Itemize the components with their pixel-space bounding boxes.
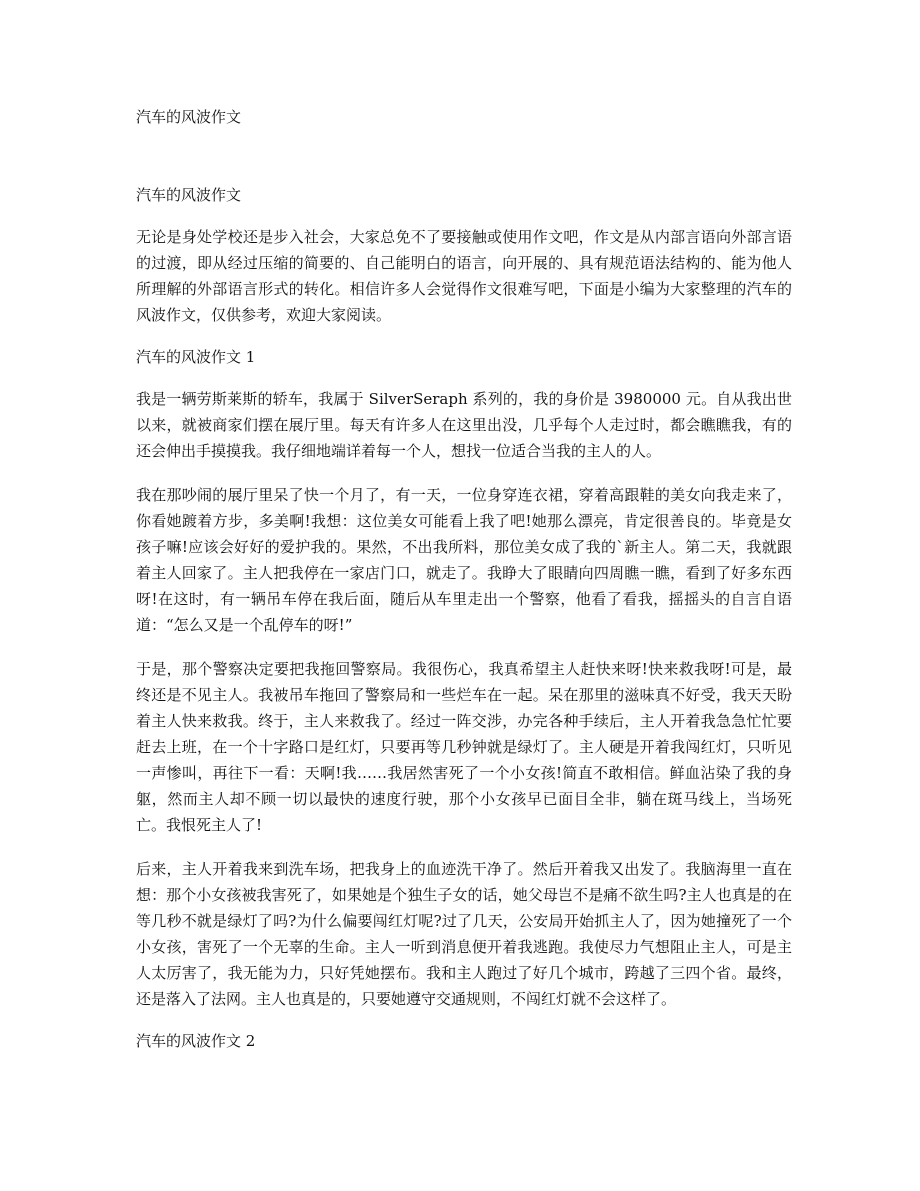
intro-paragraph: 无论是身处学校还是步入社会，大家总免不了要接触或使用作文吧，作文是从内部言语向外部言语的过渡，即从经过压缩的简要的、自己能明白的语言，向开展的、具有规范语法结构的、能为他人所理解的外部语言形式的转化。相信许多人会觉得作文很难写吧，下面是小编为大家整理的汽车的风波作文，仅供参考，欢迎大家阅读。	[136, 228, 792, 324]
essay-1-heading: 汽车的风波作文 1	[136, 348, 256, 366]
document-title: 汽车的风波作文	[136, 108, 242, 126]
document-body	[136, 184, 792, 1070]
essay-1-paragraph-4: 后来，主人开着我来到洗车场，把我身上的血迹洗干净了。然后开着我又出发了。我脑海里一直在想：那个小女孩被我害死了，如果她是个独生子女的话，她父母岂不是痛不欲生吗?主人也真是的在等几秒不就是绿灯了吗?为什么偏要闯红灯呢?过了几天，公安局开始抓主人了，因为她撞死了一个小女孩，害死了一个无辜的生命。主人一听到消息便开着我逃跑。我使尽力气想阻止主人，可是主人太厉害了，我无能为力，只好凭她摆布。我和主人跑过了好几个城市，跨越了三四个省。最终，还是落入了法网。主人也真是的，只要她遵守交通规则，不闯红灯就不会这样了。	[136, 860, 792, 1008]
essay-1-paragraph-3: 于是，那个警察决定要把我拖回警察局。我很伤心，我真希望主人赶快来呀!快来救我呀!可是，最终还是不见主人。我被吊车拖回了警察局和一些烂车在一起。呆在那里的滋味真不好受，我天天盼着主人快来救我。终于，主人来救我了。经过一阵交涉，办完各种手续后，主人开着我急急忙忙要赶去上班，在一个十字路口是红灯，只要再等几秒钟就是绿灯了。主人硬是开着我闯红灯，只听见一声惨叫，再往下一看：天啊!我……我居然害死了一个小女孩!简直不敢相信。鲜血沾染了我的身躯，然而主人却不顾一切以最快的速度行驶，那个小女孩早已面目全非，躺在斑马线上，当场死亡。我恨死主人了!	[136, 660, 792, 834]
essay-2-heading: 汽车的风波作文 2	[136, 1032, 256, 1050]
main-heading: 汽车的风波作文	[136, 186, 242, 204]
essay-1-paragraph-2: 我在那吵闹的展厅里呆了快一个月了，有一天，一位身穿连衣裙，穿着高跟鞋的美女向我走来了，你看她踱着方步，多美啊!我想：这位美女可能看上我了吧!她那么漂亮，肯定很善良的。毕竟是女孩子嘛!应该会好好的爱护我的。果然，不出我所料，那位美女成了我的`新主人。第二天，我就跟着主人回家了。主人把我停在一家店门口，就走了。我睁大了眼睛向四周瞧一瞧，看到了好多东西呀!在这时，有一辆吊车停在我后面，随后从车里走出一个警察，他看了看我，摇摇头的自言自语道：“怎么又是一个乱停车的呀!”	[136, 486, 792, 634]
essay-1-paragraph-1: 我是一辆劳斯莱斯的轿车，我属于 SilverSeraph 系列的，我的身价是 3980000 元。自从我出世以来，就被商家们摆在展厅里。每天有许多人在这里出没，几乎每个人走过时，都会瞧瞧我，有的还会伸出手摸摸我。我仔细地端详着每一个人，想找一位适合当我的主人的人。	[136, 390, 792, 460]
